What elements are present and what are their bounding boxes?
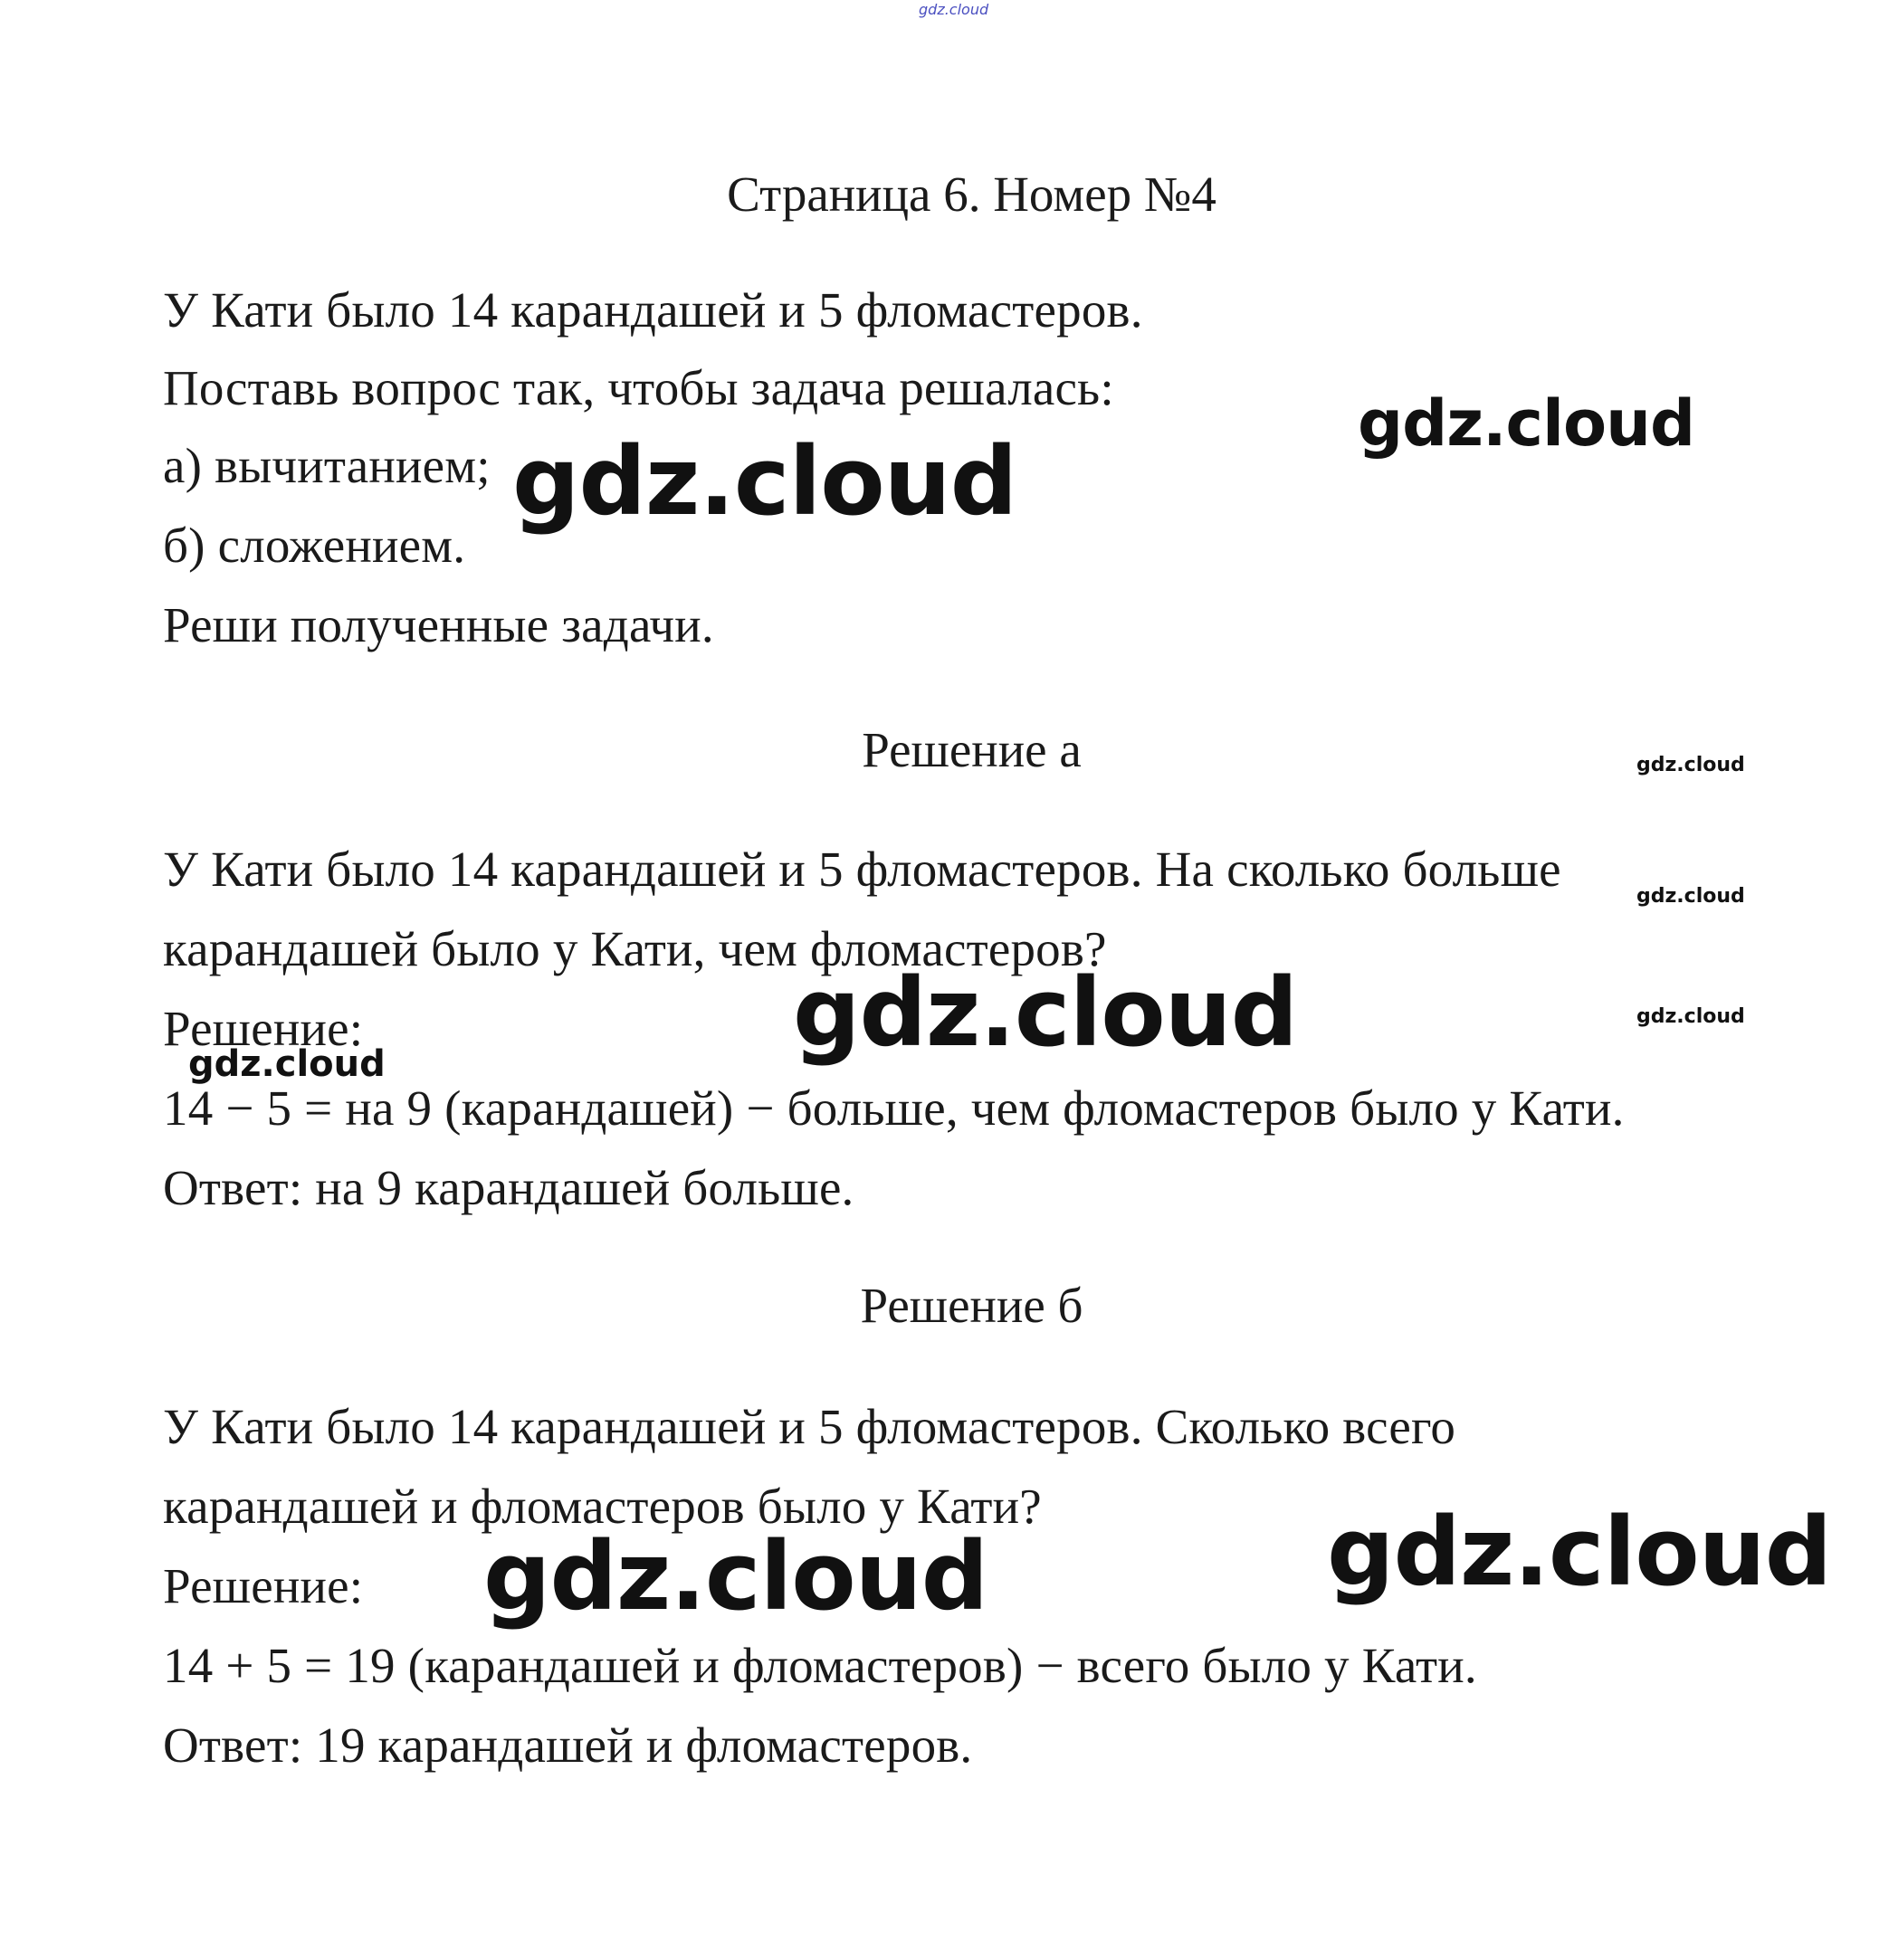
solution-a-equation: 14 − 5 = на 9 (карандашей) − больше, чем фломастеров было у Кати. [163, 1080, 1625, 1136]
watermark-3: gdz.cloud [1636, 754, 1745, 776]
watermark-top: gdz.cloud [919, 1, 989, 18]
solution-b-answer: Ответ: 19 карандашей и фломастеров. [163, 1717, 973, 1773]
solution-b-heading: Решение б [860, 1278, 1083, 1333]
solution-b-question-line-1: У Кати было 14 карандашей и 5 фломастеров. Сколько всего [163, 1399, 1456, 1454]
watermark-1: gdz.cloud [1358, 386, 1695, 461]
page-title: Страница 6. Номер №4 [727, 167, 1216, 222]
task-line-1: У Кати было 14 карандашей и 5 фломастеров. [163, 282, 1143, 338]
task-line-2: Поставь вопрос так, чтобы задача решалась: [163, 360, 1114, 415]
solution-b-question-line-2: карандашей и фломастеров было у Кати? [163, 1479, 1042, 1534]
watermark-8: gdz.cloud [1327, 1497, 1832, 1607]
solution-a-label: Решение: [163, 1001, 364, 1056]
watermark-7: gdz.cloud [188, 1043, 386, 1085]
task-line-5: Реши полученные задачи. [163, 597, 714, 652]
watermark-2: gdz.cloud [512, 426, 1017, 537]
solution-a-question-line-1: У Кати было 14 карандашей и 5 фломастеров. На сколько больше [163, 842, 1561, 897]
watermark-5: gdz.cloud [793, 957, 1298, 1068]
solution-a-question-line-2: карандашей было у Кати, чем фломастеров? [163, 921, 1107, 976]
task-line-3: а) вычитанием; [163, 438, 491, 493]
solution-a-answer: Ответ: на 9 карандашей больше. [163, 1160, 854, 1215]
solution-b-label: Решение: [163, 1558, 364, 1613]
task-line-4: б) сложением. [163, 518, 466, 573]
watermark-4: gdz.cloud [1636, 885, 1745, 908]
solution-b-equation: 14 + 5 = 19 (карандашей и фломастеров) − всего было у Кати. [163, 1638, 1477, 1693]
watermark-9: gdz.cloud [483, 1521, 988, 1632]
watermark-6: gdz.cloud [1636, 1005, 1745, 1028]
solution-a-heading: Решение а [862, 722, 1082, 777]
